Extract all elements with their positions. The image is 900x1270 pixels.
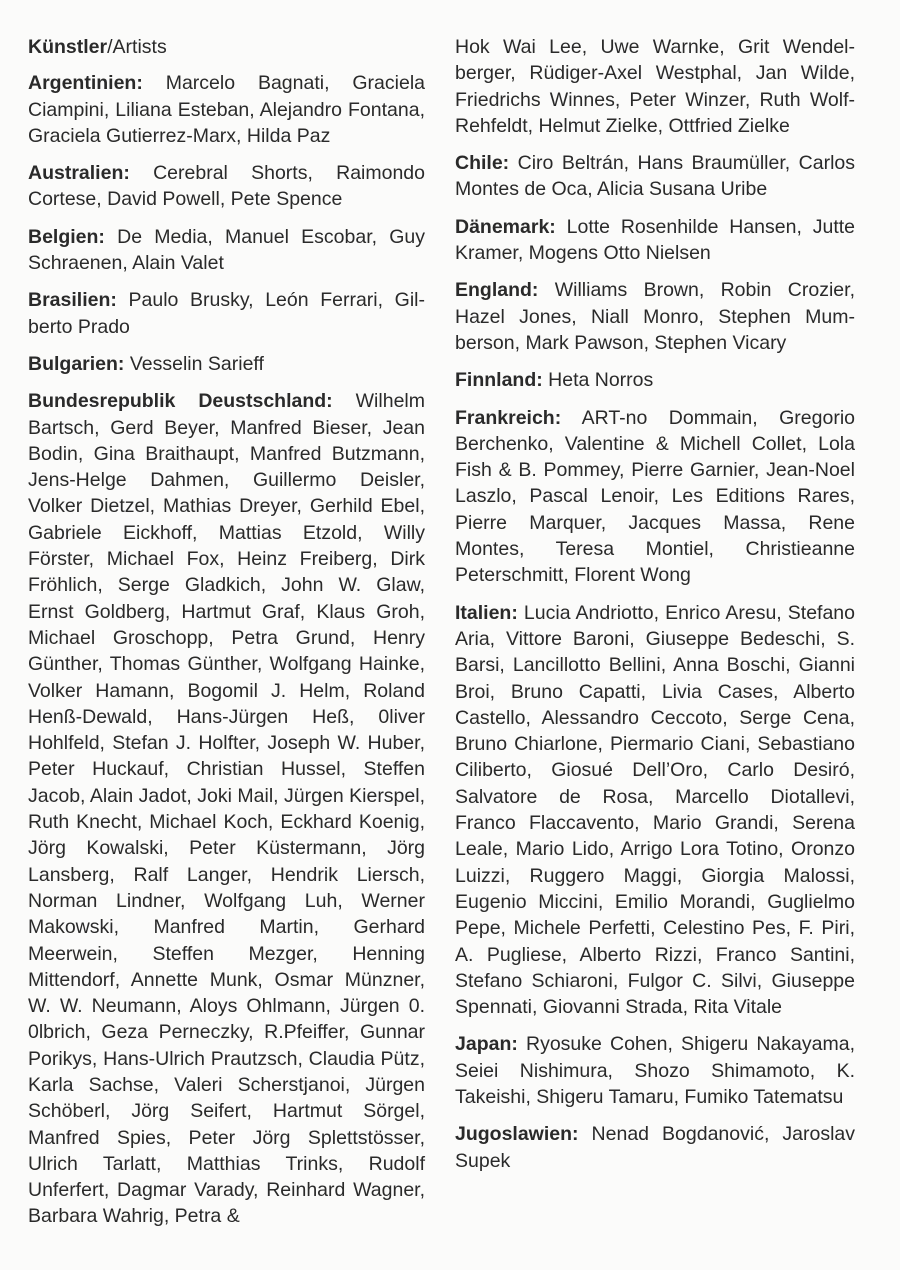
country-name: Jugoslawien: (455, 1123, 579, 1146)
artist-names: ART-no Dommain, Gregorio Berchenko, Valentine & Michell Collet, Lola Fish & B. Pommey, Pierre Garnier, Jean-Noel Laszlo, Pascal Lenoir, Les Editions Rares, Pierre Marquer, Jacques Massa, Rene Montes, Teresa Montiel, Christieanne Peterschmitt, Florent Wong (455, 406, 855, 587)
artist-names: Paulo Brusky, León Ferrari, Gilberto Prado (28, 289, 425, 338)
country-entry (455, 1121, 855, 1174)
country-entry (28, 160, 425, 213)
artist-names: Lotte Rosenhilde Hansen, Jutte Kramer, Mogens Otto Nielsen (455, 215, 855, 265)
country-entry (455, 1031, 855, 1110)
country-name: Frankreich: (455, 406, 562, 429)
artist-names: Williams Brown, Robin Crozier, Hazel Jones, Niall Monro, Stephen Mumberson, Mark Pawson, Stephen Vicary (455, 279, 855, 354)
country-entry (28, 287, 425, 340)
country-entry (455, 277, 855, 356)
country-entry (455, 150, 855, 203)
country-entry (455, 367, 855, 393)
heading-rest: /Artists (107, 36, 167, 58)
country-name: Finnland: (455, 369, 543, 392)
country-entry (455, 405, 855, 589)
country-name: Bundesrepublik Deustschland: (28, 390, 333, 413)
artist-names: Wilhelm Bartsch, Gerd Beyer, Manfred Bieser, Jean Bodin, Gina Braithaupt, Manfred Butzmann, Jens-Helge Dahmen, Guillermo Deisler, Volker Dietzel, Mathias Dreyer, Gerhild Ebel, Gabriele Eickhoff, Mattias Etzold, Willy Förster, Michael Fox, Heinz Freiberg, Dirk Fröhlich, Serge Gladkich, John W. Glaw, Ernst Goldberg, Hartmut Graf, Klaus Groh, Michael Groschopp, Petra Grund, Henry Günther, Thomas Günther, Wolfgang Hainke, Volker Hamann, Bogomil J. Helm, Roland Henß-Dewald, Hans-Jürgen Heß, 0liver Hohlfeld, Stefan J. Holfter, Joseph W. Huber, Peter Huckauf, Christian Hussel, Steffen Jacob, Alain Jadot, Joki Mail, Jürgen Kierspel, Ruth Knecht, Michael Koch, Eckhard Koenig, Jörg Kowalski, Peter Küstermann, Jörg Lansberg, Ralf Langer, Hendrik Liersch, Norman Lindner, Wolfgang Luh, Werner Makowski, Manfred Martin, Gerhard Meerwein, Steffen Mezger, Henning Mittendorf, Annette Munk, Osmar Münzner, W. W. Neumann, Aloys Ohlmann, Jürgen 0. 0lbrich, Geza Perneczky, R.Pfeiffer, Gunnar Porikys, Hans-Ulrich Prautzsch, Claudia Pütz, Karla Sachse, Valeri Scherstjanoi, Jürgen Schöberl, Jörg Seifert, Hartmut Sörgel, Manfred Spies, Peter Jörg Splettstösser, Ulrich Tarlatt, Matthias Trinks, Rudolf Unferfert, Dagmar Varady, Reinhard Wagner, Barbara Wahrig, Petra & (28, 390, 425, 1228)
country-entry (455, 600, 855, 1021)
right-entries (455, 34, 855, 1174)
country-entry (28, 70, 425, 149)
country-name: Brasilien: (28, 289, 117, 312)
country-name: England: (455, 279, 539, 302)
country-entry (455, 34, 855, 139)
page-heading (28, 34, 425, 60)
country-entry (28, 224, 425, 277)
artist-names: Ryosuke Cohen, Shigeru Nakayama, Seiei Nishimura, Shozo Shimamoto, K. Takeishi, Shigeru Tamaru, Fumiko Tatematsu (455, 1033, 855, 1108)
country-name: Chile: (455, 152, 510, 175)
artist-names: De Media, Manuel Escobar, Guy Schraenen, Alain Valet (28, 225, 425, 275)
country-name: Bulgarien: (28, 352, 125, 375)
country-name: Australien: (28, 162, 130, 185)
right-column (455, 34, 855, 1185)
artist-names: Cerebral Shorts, Raimondo Cortese, David Powell, Pete Spence (28, 162, 425, 211)
artist-names: Nenad Bogdanović, Jaroslav Supek (455, 1123, 855, 1172)
artist-names: Lucia Andriotto, Enrico Aresu, Stefano Aria, Vittore Baroni, Giuseppe Bedeschi, S. Barsi, Lancillotto Bellini, Anna Boschi, Gianni Broi, Bruno Capatti, Livia Cases, Alberto Castello, Alessandro Ceccoto, Serge Cena, Bruno Chiarlone, Piermario Ciani, Sebastiano Ciliberto, Giosué Dell’Oro, Carlo Desiró, Salvatore de Rosa, Marcello Diotallevi, Franco Flaccavento, Mario Grandi, Serena Leale, Mario Lido, Arrigo Lora Totino, Oronzo Luizzi, Ruggero Maggi, Giorgia Malossi, Eugenio Miccini, Emilio Morandi, Guglielmo Pepe, Michele Perfetti, Celestino Pes, F. Piri, A. Pugliese, Alberto Rizzi, Franco Santini, Stefano Schiaroni, Fulgor C. Silvi, Giuseppe Spennati, Giovanni Strada, Rita Vitale (455, 601, 855, 1019)
artist-names: Marcelo Bagnati, Graciela Ciampini, Liliana Esteban, Alejandro Fontana, Graciela Gutierrez-Marx, Hilda Paz (28, 72, 425, 147)
country-name: Argentinien: (28, 72, 143, 95)
left-entries (28, 70, 425, 1229)
artist-names: Vesselin Sarieff (124, 352, 264, 375)
country-name: Italien: (455, 601, 518, 624)
country-entry (455, 214, 855, 267)
country-name: Japan: (455, 1033, 518, 1056)
left-column (28, 34, 425, 1241)
artist-names: Heta Norros (542, 369, 654, 392)
country-entry (28, 388, 425, 1230)
artist-names: Hok Wai Lee, Uwe Warnke, Grit Wendelberger, Rüdiger-Axel Westphal, Jan Wilde, Friedrichs Winnes, Peter Winzer, Ruth Wolf-Rehfeldt, Helmut Zielke, Ottfried Zielke (455, 36, 855, 137)
artist-names: Ciro Beltrán, Hans Braumüller, Carlos Montes de Oca, Alicia Susana Uribe (455, 152, 855, 201)
country-name: Belgien: (28, 225, 105, 248)
country-entry (28, 351, 425, 377)
country-name: Dänemark: (455, 215, 556, 238)
heading-bold: Künstler (28, 36, 108, 58)
